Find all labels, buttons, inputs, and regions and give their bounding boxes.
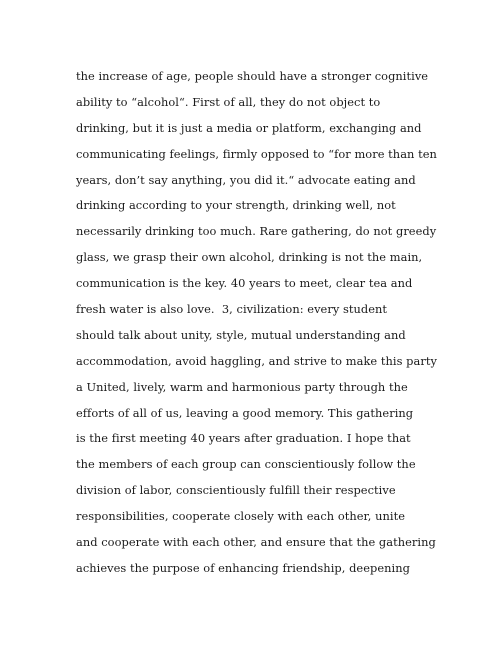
text-line: communicating feelings, firmly opposed to “for more than ten	[76, 146, 437, 161]
text-line: is the first meeting 40 years after graduation. I hope that	[76, 431, 411, 446]
text-line: should talk about unity, style, mutual understanding and	[76, 327, 406, 342]
text-line: and cooperate with each other, and ensure that the gathering	[76, 535, 436, 550]
text-line: responsibilities, cooperate closely with each other, unite	[76, 509, 406, 524]
text-line: efforts of all of us, leaving a good memory. This gathering	[76, 405, 414, 420]
body-text	[76, 64, 436, 582]
text-line: drinking according to your strength, drinking well, not	[76, 198, 396, 213]
text-line: the increase of age, people should have a stronger cognitive	[76, 69, 429, 83]
text-line: division of labor, conscientiously fulfill their respective	[76, 483, 396, 498]
text-line: achieves the purpose of enhancing friendship, deepening	[76, 560, 410, 575]
text-line: drinking, but it is just a media or platform, exchanging and	[76, 120, 422, 135]
text-line: accommodation, avoid haggling, and strive to make this party	[76, 353, 437, 368]
text-line: fresh water is also love. 3, civilization: every student	[76, 302, 388, 317]
text-line: communication is the key. 40 years to meet, clear tea and	[76, 276, 413, 291]
text-line: a United, lively, warm and harmonious party through the	[76, 379, 408, 394]
text-line: years, don’t say anything, you did it.“ advocate eating and	[76, 172, 416, 187]
text-line: the members of each group can conscientiously follow the	[76, 457, 416, 472]
text-line: glass, we grasp their own alcohol, drinking is not the main,	[76, 250, 423, 265]
text-line: necessarily drinking too much. Rare gathering, do not greedy	[76, 224, 437, 239]
text-line: ability to “alcohol“. First of all, they do not object to	[76, 94, 381, 109]
